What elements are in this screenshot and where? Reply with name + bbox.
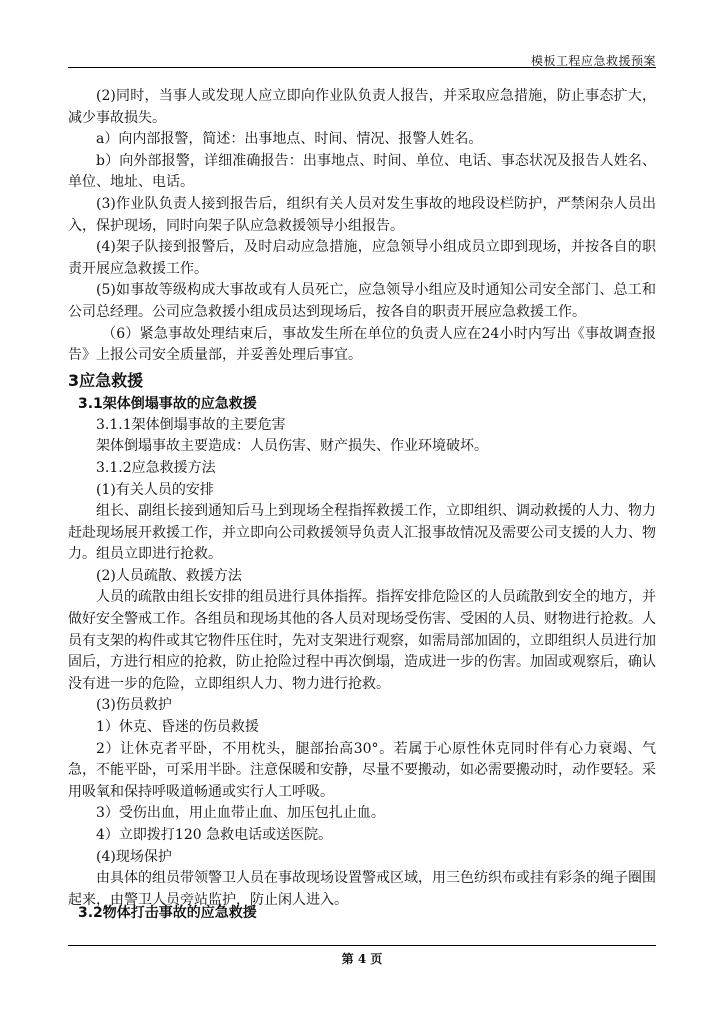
page-number: 第 4 页 — [341, 952, 383, 966]
list-item-lying-position: 2）让休克者平卧，不用枕头，腿部抬高30°。若属于心原性休克同时伴有心力衰竭、气急，不能平卧，可采用半卧。注意保暖和安静，尽量不要搬动，如必需要搬动时，动作要轻。采用吸氧和保持呼吸道畅通或实行人工呼吸。 — [68, 740, 656, 800]
footer-divider — [68, 945, 656, 946]
list-item-emergency-call: 4）立即拨打120 急救电话或送医院。 — [96, 827, 333, 843]
list-item-shock: 1）休克、昏迷的伤员救援 — [96, 719, 259, 736]
paragraph-evacuation: 人员的疏散由组长安排的组员进行具体指挥。指挥安排危险区的人员疏散到安全的地方，并做好安全警戒工作。各组员和现场其他的各人员对现场受伤害、受困的人员、财物进行抢救。人员有支架的构件或其它物件压住时，先对支架进行观察，如需局部加固的，立即组织人员进行加固后，方进行相应的抢救，防止抢险过程中再次倒塌，造成进一步的伤害。加固或观察后，确认没有进一步的危险，立即组织人力、物力进行抢救。 — [68, 589, 656, 692]
list-item-bleeding: 3）受伤出血，用止血带止血、加压包扎止血。 — [96, 805, 385, 822]
paragraph-personnel: 组长、副组长接到通知后马上到现场全程指挥救援工作，立即组织、调动救援的人力、物力赶赴现场展开救援工作，并立即向公司救援领导负责人汇报事故情况及需要公司支援的人力、物力。组员立即进行抢救。 — [68, 503, 656, 563]
section-3-2-heading: 3.2物体打击事故的应急救援 — [78, 905, 257, 921]
paragraph-team-leader: (3)作业队负责人接到报告后，组织有关人员对发生事故的地段设栏防护，严禁闲杂人员出入，保护现场，同时向架子队应急救援领导小组报告。 — [68, 195, 656, 234]
paragraph-report: (2)同时，当事人或发现人应立即向作业队负责人报告，并采取应急措施，防止事态扩大，减少事故损失。 — [68, 88, 656, 126]
paragraph-external-alarm: b）向外部报警，详细准确报告：出事地点、时间、单位、电话、事态状况及报告人姓名、单位、地址、电话。 — [68, 152, 656, 191]
page-body — [68, 86, 656, 911]
item-first-aid-heading: (3)伤员救护 — [96, 697, 172, 714]
header-divider — [68, 67, 656, 68]
paragraph-major-accident: (5)如事故等级构成大事故或有人员死亡，应急领导小组应及时通知公司安全部门、总工和公司总经理。公司应急救援小组成员达到现场后，按各自的职责开展应急救援工作。 — [68, 282, 656, 320]
subsection-3-1-2-heading: 3.1.2应急救援方法 — [96, 459, 216, 476]
item-site-protection-heading: (4)现场保护 — [96, 848, 172, 865]
paragraph-main-hazards: 架体倒塌事故主要造成：人员伤害、财产损失、作业环境破坏。 — [96, 438, 488, 455]
section-3-1-heading: 3.1架体倒塌事故的应急救援 — [78, 395, 257, 412]
subsection-3-1-1-heading: 3.1.1架体倒塌事故的主要危害 — [96, 416, 286, 433]
item-personnel-heading: (1)有关人员的安排 — [96, 481, 214, 498]
section-3-heading: 3应急救援 — [68, 370, 144, 390]
item-evacuation-heading: (2)人员疏散、救援方法 — [96, 567, 242, 584]
document-header-title: 模板工程应急救援预案 — [530, 54, 656, 68]
paragraph-internal-alarm: a）向内部报警，简述：出事地点、时间、情况、报警人姓名。 — [96, 131, 483, 148]
paragraph-site-protection: 由具体的组员带领警卫人员在事故现场设置警戒区域，用三色纺织布或挂有彩条的绳子圈围起来，由警卫人员旁站监护，防止闲人进入。 — [68, 870, 656, 908]
paragraph-closure: （6）紧急事故处理结束后，事故发生所在单位的负责人应在24小时内写出《事故调查报告》上报公司安全质量部，并妥善处理后事宜。 — [68, 325, 656, 364]
paragraph-scaffold-team: (4)架子队接到报警后，及时启动应急措施，应急领导小组成员立即到现场，并按各自的职责开展应急救援工作。 — [68, 239, 656, 277]
